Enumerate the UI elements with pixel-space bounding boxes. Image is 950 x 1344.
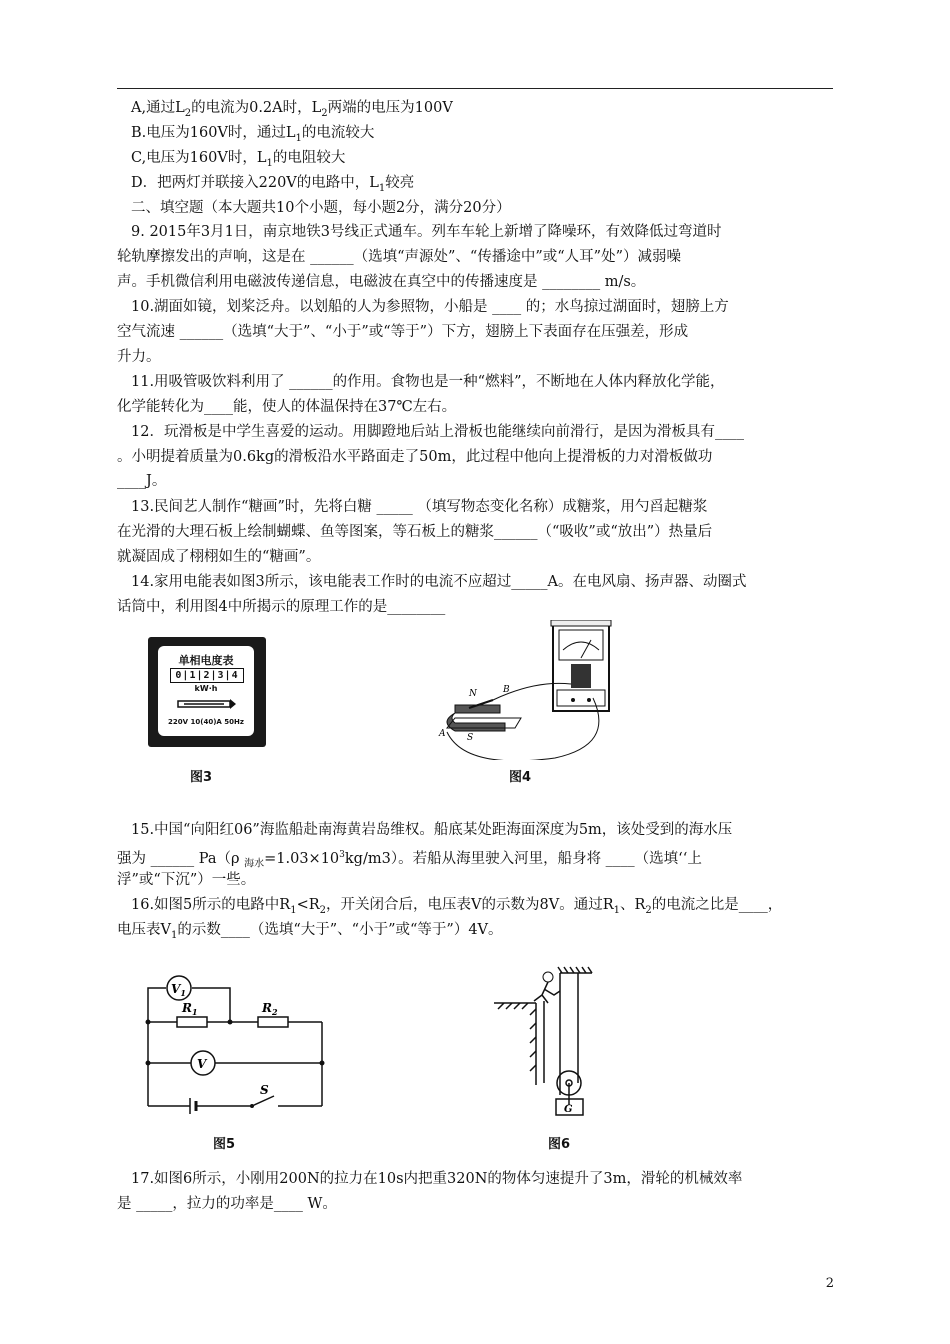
figure-6-caption: 图6: [548, 1137, 571, 1152]
fig5-s-label: S: [260, 1083, 269, 1097]
q15-line3: 浮”或“下沉”）一些。: [117, 872, 256, 888]
option-a: A,通过$L_2$的电流为0.2A时，$L_2$两端的电压为100V: [131, 100, 453, 119]
option-c: C,电压为160V时，$L_1$的电阻较大: [131, 150, 346, 169]
fig4-label-b: B: [503, 685, 510, 695]
fig6-g-label: G: [564, 1104, 573, 1115]
q10-line2: 空气流速 ______（选填“大于”、“小于”或“等于”）下方，翅膀上下表面存在压强差，形成: [117, 324, 689, 340]
q14-line1: 14.家用电能表如图3所示，该电能表工作时的电流不应超过_____A。在电风扇、扬声器、动圈式: [131, 574, 747, 590]
meter-unit: kW·h: [194, 684, 218, 693]
q9-line1: 9. 2015年3月1日，南京地铁3号线正式通车。列车车轮上新增了降噪环，有效降低过弯道时: [131, 224, 722, 240]
fig4-label-a: A: [439, 729, 446, 739]
figure-5-circuit: [140, 970, 330, 1128]
q16-line2: 电压表$V_1$的示数____（选填“大于”、“小于”或“等于”）4V。: [117, 922, 503, 941]
q17-line2: 是 _____，拉力的功率是____ W。: [117, 1196, 337, 1212]
meter-arrow-icon: [176, 698, 236, 710]
q15-line1: 15.中国“向阳红06”海监船赴南海黄岩岛维权。船底某处距海面深度为5m，该处受到的海水压: [131, 822, 733, 838]
meter-digits: 0|1|2|3|4: [170, 668, 244, 683]
fig5-r1-label: $R_1$: [182, 1001, 198, 1017]
figure-3-caption: 图3: [190, 770, 213, 785]
fig5-r2-label: $R_2$: [262, 1001, 278, 1017]
fig5-v1-label: $V_1$: [171, 982, 186, 998]
q12-line3: ____J。: [117, 473, 167, 489]
fig4-label-s: S: [467, 733, 474, 743]
page-number: 2: [825, 1276, 834, 1291]
meter-title: 单相电度表: [178, 654, 234, 667]
fig4-label-n: N: [469, 689, 477, 699]
q10-line1: 10.湖面如镜，划桨泛舟。以划船的人为参照物，小船是 ____ 的；水鸟掠过湖面时，翅膀上方: [131, 299, 729, 315]
q9-line2: 轮轨摩擦发出的声响，这是在 ______（选填“声源处”、“传播途中”或“人耳”处”）减弱噪: [117, 249, 681, 265]
figure-5-caption: 图5: [213, 1137, 236, 1152]
section-heading: 二、填空题（本大题共10个小题，每小题2分，满分20分）: [131, 200, 511, 216]
q13-line2: 在光滑的大理石板上绘制蝴蝶、鱼等图案，等石板上的糖浆______（“吸收”或“放出”）热量后: [117, 524, 713, 540]
q11-line1: 11.用吸管吸饮料利用了 ______的作用。食物也是一种“燃料”，不断地在人体内释放化学能，: [131, 374, 725, 390]
q13-line3: 就凝固成了栩栩如生的“糖画”。: [117, 549, 321, 565]
figure-6-pulley: [488, 965, 598, 1117]
fig5-v-label: V: [197, 1057, 207, 1071]
figure-3-meter: [148, 637, 266, 747]
figure-4-caption: 图4: [509, 770, 532, 785]
figure-4-diagram: [425, 620, 625, 760]
q12-line2: 。小明提着质量为0.6kg的滑板沿水平路面走了50m，此过程中他向上提滑板的力对滑板做功: [117, 449, 713, 465]
q10-line3: 升力。: [117, 349, 161, 365]
q13-line1: 13.民间艺人制作“糖画”时，先将白糖 _____ （填写物态变化名称）成糖浆，用勺舀起糖浆: [131, 499, 708, 515]
q16-line1: 16.如图5所示的电路中$R_1<R_2$，开关闭合后，电压表V的示数为8V。通过$R_1$、$R_2$的电流之比是____，: [131, 897, 783, 916]
option-d: D．把两灯并联接入220V的电路中，$L_1$较亮: [131, 175, 415, 194]
option-b: B.电压为160V时，通过$L_1$的电流较大: [131, 125, 375, 144]
q14-line2: 话筒中，利用图4中所揭示的原理工作的是________: [117, 599, 446, 615]
meter-spec: 220V 10(40)A 50Hz: [168, 718, 244, 726]
q11-line2: 化学能转化为____能，使人的体温保持在37℃左右。: [117, 399, 457, 415]
q12-line1: 12．玩滑板是中学生喜爱的运动。用脚蹬地后站上滑板也能继续向前滑行，是因为滑板具有____: [131, 424, 744, 440]
q9-line3: 声。手机微信利用电磁波传递信息，电磁波在真空中的传播速度是 ________ m/s。: [117, 274, 646, 290]
q17-line1: 17.如图6所示，小刚用200N的拉力在10s内把重320N的物体匀速提升了3m，滑轮的机械效率: [131, 1171, 743, 1187]
header-rule: [117, 88, 833, 89]
q15-line2: 强为 ______ Pa（ρ $_{海水}=1.03\times 10^3kg/m3$）。若船从海里驶入河里，船身将 ____（选填‘‘上: [117, 850, 702, 870]
